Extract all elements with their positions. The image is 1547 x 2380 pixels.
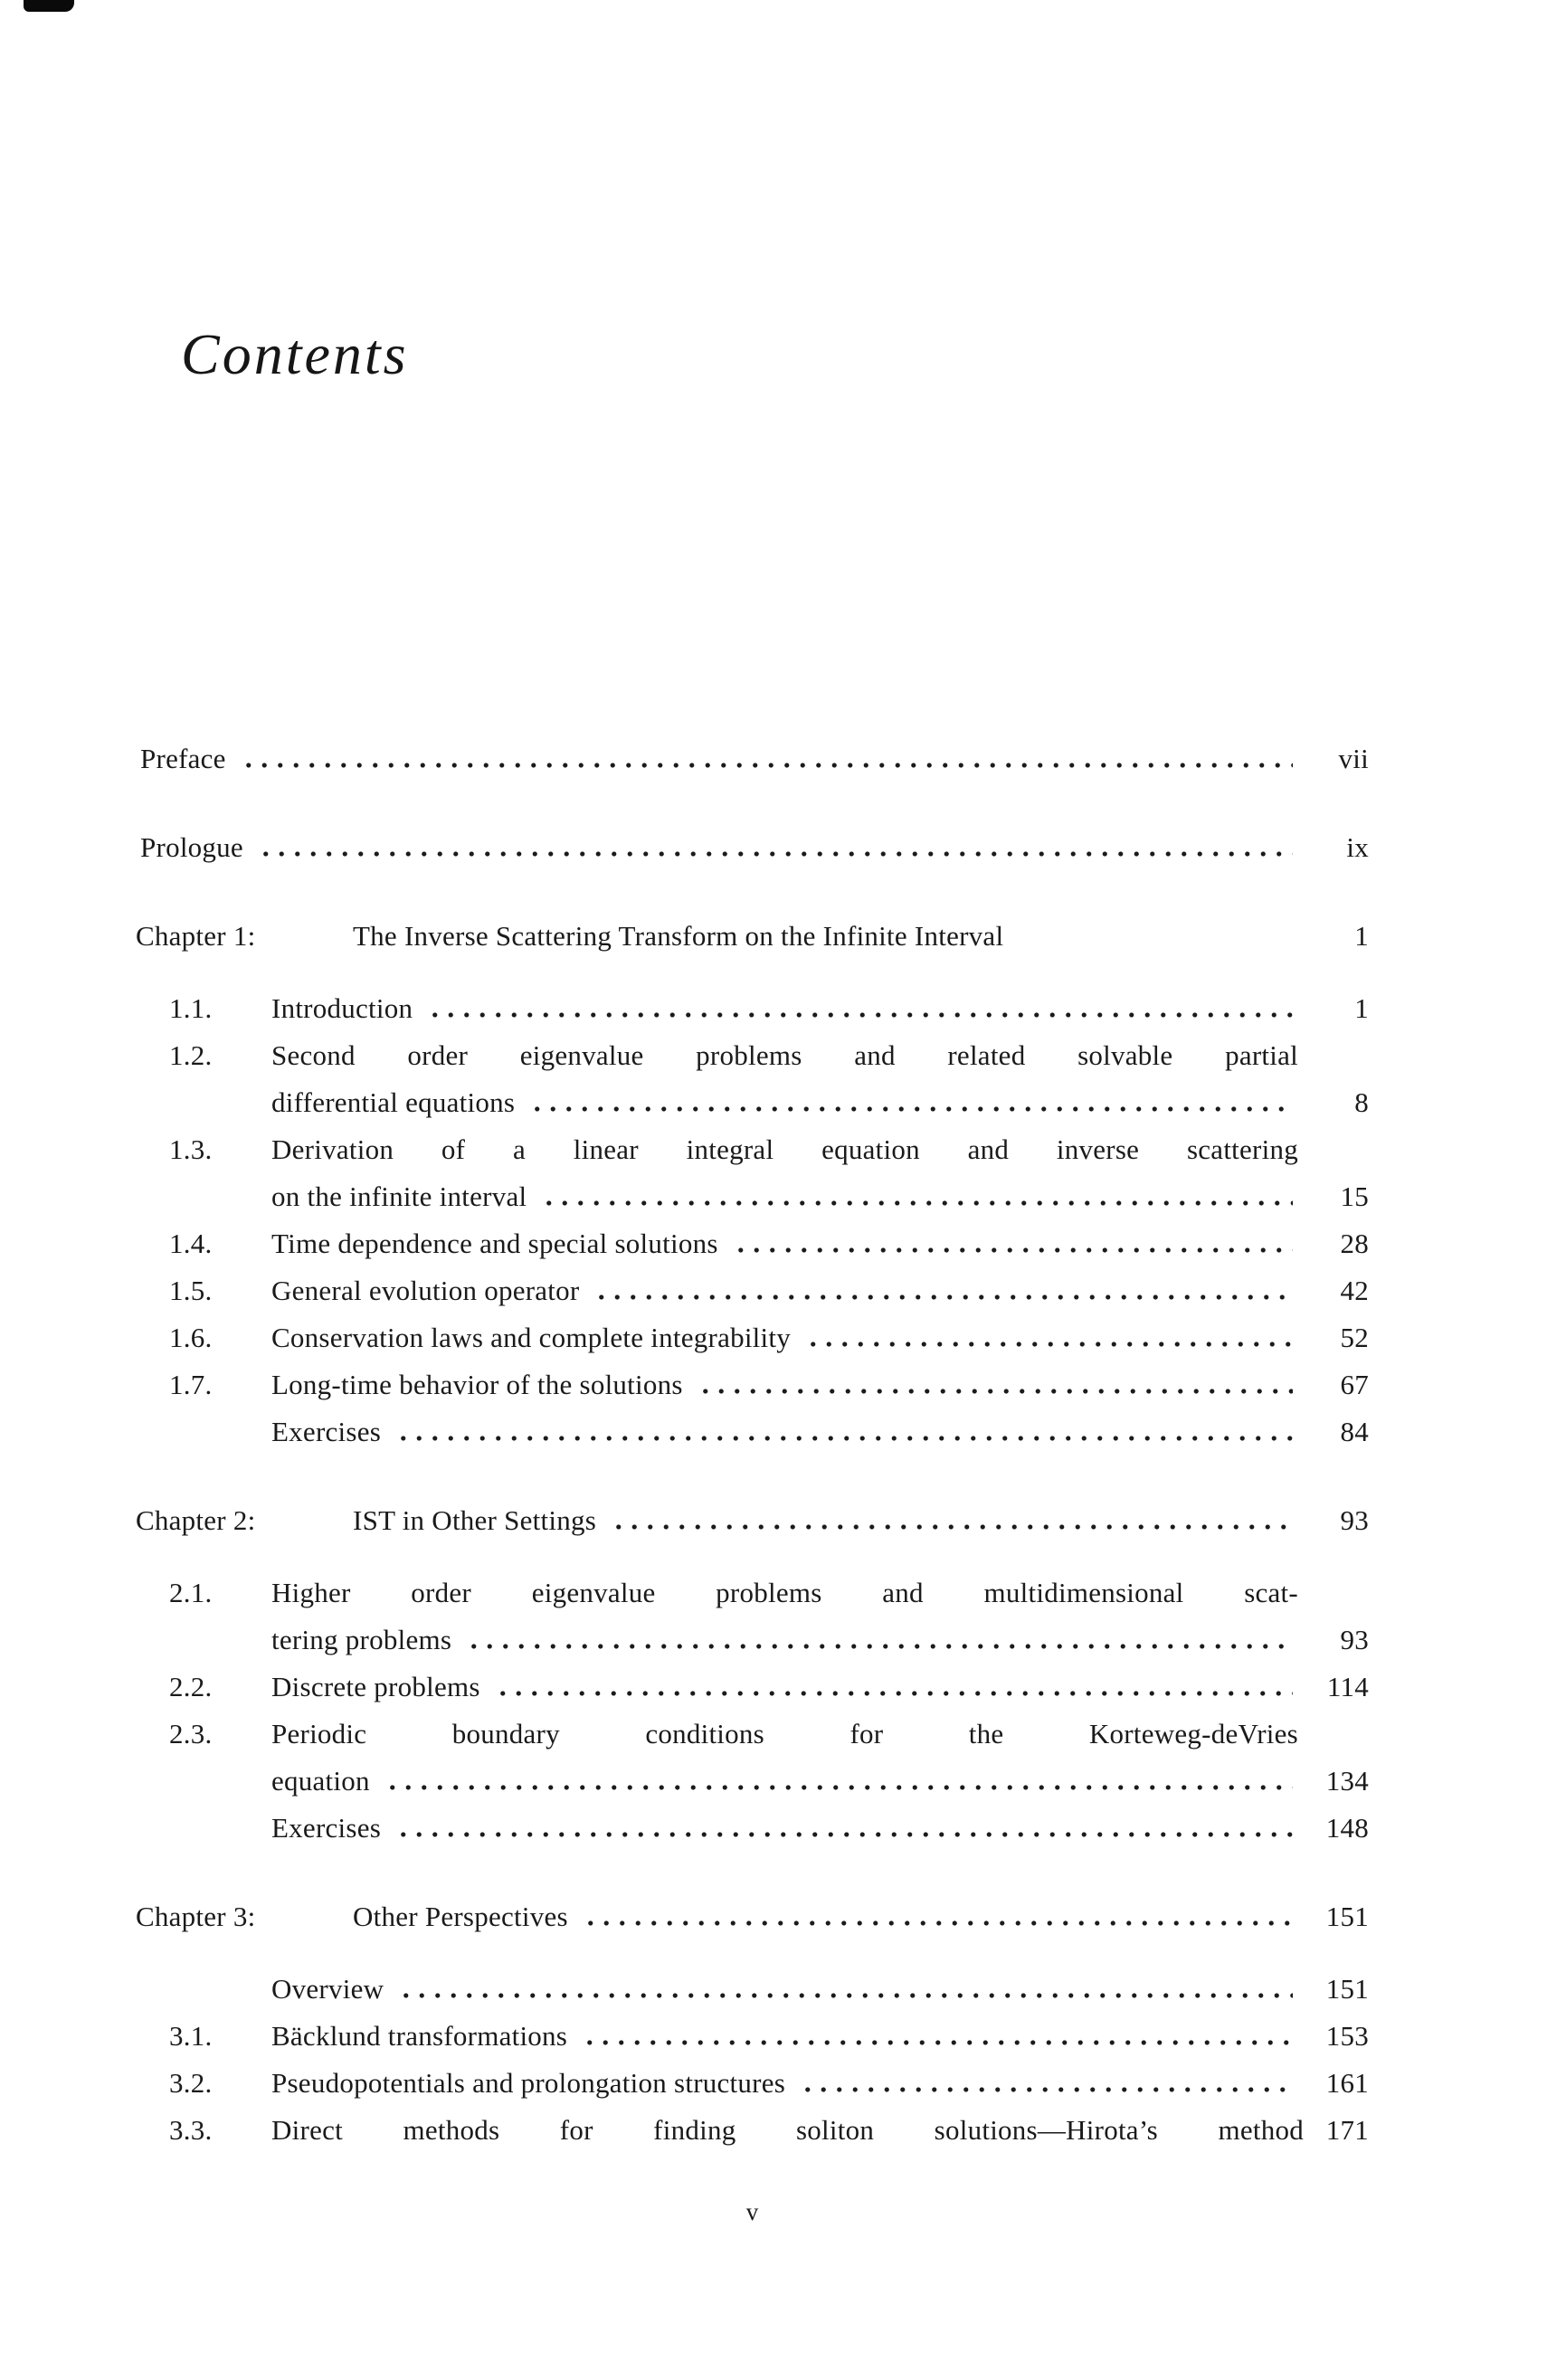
toc-entry-text: Long-time behavior of the solutions [271, 1368, 683, 1400]
toc-entry-text: Pseudopotentials and prolongation structures [271, 2066, 786, 2099]
toc-entry-text: Derivation of a linear integral equation and inverse scattering [271, 1133, 1298, 1165]
toc-entry-number: 2.2. [169, 1670, 213, 1702]
dot-leader [394, 1832, 1293, 1837]
toc-page-number: 15 [1340, 1180, 1369, 1212]
toc-row [136, 1173, 1369, 1220]
dot-leader [592, 1294, 1293, 1300]
toc-chapter-label: Chapter 3: [136, 1900, 256, 1932]
toc-row [136, 1314, 1369, 1361]
toc-page-number: 84 [1340, 1415, 1369, 1447]
toc-row [136, 1664, 1369, 1711]
toc-row [136, 1805, 1369, 1852]
toc-page-number: 151 [1325, 1972, 1369, 2005]
toc-page-number: 1 [1354, 991, 1369, 1024]
toc-entry-text: Exercises [271, 1811, 382, 1844]
toc-entry-number: 1.5. [169, 1274, 213, 1306]
toc-row [136, 985, 1369, 1032]
toc-entry-text: Introduction [271, 991, 413, 1024]
toc-page-number: 153 [1325, 2019, 1369, 2052]
toc-row [136, 2060, 1369, 2107]
toc-entry-number: 3.1. [169, 2019, 213, 2052]
toc-row [136, 1758, 1369, 1805]
dot-leader [1016, 940, 1293, 945]
dot-leader [798, 2087, 1293, 2092]
toc-entry-text: Bäcklund transformations [271, 2019, 568, 2052]
toc-row [136, 1966, 1369, 2013]
dot-leader [527, 1106, 1293, 1112]
toc-page-number: 93 [1340, 1623, 1369, 1655]
toc-row [136, 2013, 1369, 2060]
toc-entry-text: Periodic boundary conditions for the Korteweg-deVries [271, 1717, 1298, 1749]
scan-artifact [24, 0, 74, 12]
dot-leader [396, 1993, 1293, 1998]
toc-page-number: 114 [1326, 1670, 1369, 1702]
toc-row [136, 2107, 1369, 2154]
toc-row [136, 1569, 1369, 1617]
toc-page-number: 151 [1325, 1900, 1369, 1932]
dot-leader [539, 1200, 1293, 1206]
dot-leader [383, 1785, 1293, 1790]
page-title: Contents [181, 322, 409, 386]
toc-entry-text: differential equations [271, 1086, 516, 1118]
table-of-contents [136, 735, 1369, 2154]
dot-leader [256, 851, 1293, 857]
toc-row [136, 1126, 1369, 1173]
toc-entry-text: Conservation laws and complete integrability [271, 1321, 792, 1353]
toc-entry-text: Direct methods for finding soliton solutions—Hirota’s method [271, 2113, 1304, 2146]
dot-leader [731, 1247, 1293, 1253]
toc-page-number: 171 [1325, 2113, 1369, 2146]
toc-page-number: 1 [1354, 919, 1369, 952]
toc-entry-text: tering problems [271, 1623, 452, 1655]
toc-page-number: vii [1338, 742, 1369, 774]
toc-row [136, 1617, 1369, 1664]
toc-page-number: 67 [1340, 1368, 1369, 1400]
toc-chapter-label: Chapter 2: [136, 1503, 256, 1536]
toc-entry-text: General evolution operator [271, 1274, 580, 1306]
toc-entry-text: IST in Other Settings [353, 1503, 597, 1536]
toc-entry-text: Exercises [271, 1415, 382, 1447]
toc-page-number: 8 [1354, 1086, 1369, 1118]
dot-leader [803, 1342, 1293, 1347]
toc-page-number: 134 [1325, 1764, 1369, 1797]
toc-entry-number: 1.2. [169, 1038, 213, 1071]
toc-page-number: 28 [1340, 1227, 1369, 1259]
toc-entry-number: 3.2. [169, 2066, 213, 2099]
dot-leader [425, 1012, 1293, 1018]
toc-entry-text: The Inverse Scattering Transform on the Infinite Interval [353, 919, 1004, 952]
toc-row [136, 1497, 1369, 1544]
toc-entry-number: 1.4. [169, 1227, 213, 1259]
toc-row [136, 1711, 1369, 1758]
toc-row [136, 735, 1369, 782]
toc-row [136, 913, 1369, 960]
dot-leader [464, 1644, 1293, 1649]
toc-entry-number: 2.1. [169, 1576, 213, 1608]
toc-row [136, 1893, 1369, 1940]
toc-row [136, 1220, 1369, 1267]
toc-row [136, 1079, 1369, 1126]
toc-entry-number: 1.7. [169, 1368, 213, 1400]
toc-entry-text: Second order eigenvalue problems and related solvable partial [271, 1038, 1298, 1071]
dot-leader [394, 1436, 1293, 1441]
toc-row [136, 1267, 1369, 1314]
toc-entry-number: 3.3. [169, 2113, 213, 2146]
toc-entry-number: 1.1. [169, 991, 213, 1024]
toc-page-number: 93 [1340, 1503, 1369, 1536]
toc-entry-text: Prologue [140, 830, 243, 863]
toc-row [136, 824, 1369, 871]
toc-entry-text: Preface [140, 742, 226, 774]
toc-page-number: 42 [1340, 1274, 1369, 1306]
toc-chapter-label: Chapter 1: [136, 919, 256, 952]
toc-entry-text: Other Perspectives [353, 1900, 568, 1932]
toc-entry-text: Overview [271, 1972, 384, 2005]
toc-entry-text: on the infinite interval [271, 1180, 527, 1212]
toc-page-number: 52 [1340, 1321, 1369, 1353]
dot-leader [609, 1524, 1293, 1530]
toc-row [136, 1361, 1369, 1408]
toc-entry-text: Higher order eigenvalue problems and multidimensional scat- [271, 1576, 1298, 1608]
toc-page-number: ix [1346, 830, 1369, 863]
toc-row [136, 1408, 1369, 1455]
toc-entry-number: 2.3. [169, 1717, 213, 1749]
toc-entry-number: 1.3. [169, 1133, 213, 1165]
toc-entry-text: Time dependence and special solutions [271, 1227, 718, 1259]
toc-entry-text: equation [271, 1764, 370, 1797]
dot-leader [581, 1920, 1293, 1926]
toc-entry-text: Discrete problems [271, 1670, 480, 1702]
page-number-footer: v [745, 2197, 759, 2225]
toc-entry-number: 1.6. [169, 1321, 213, 1353]
toc-page-number: 148 [1325, 1811, 1369, 1844]
dot-leader [239, 763, 1293, 768]
toc-row [136, 1032, 1369, 1079]
toc-page-number: 161 [1325, 2066, 1369, 2099]
dot-leader [580, 2040, 1293, 2045]
dot-leader [493, 1691, 1293, 1696]
dot-leader [696, 1389, 1293, 1394]
